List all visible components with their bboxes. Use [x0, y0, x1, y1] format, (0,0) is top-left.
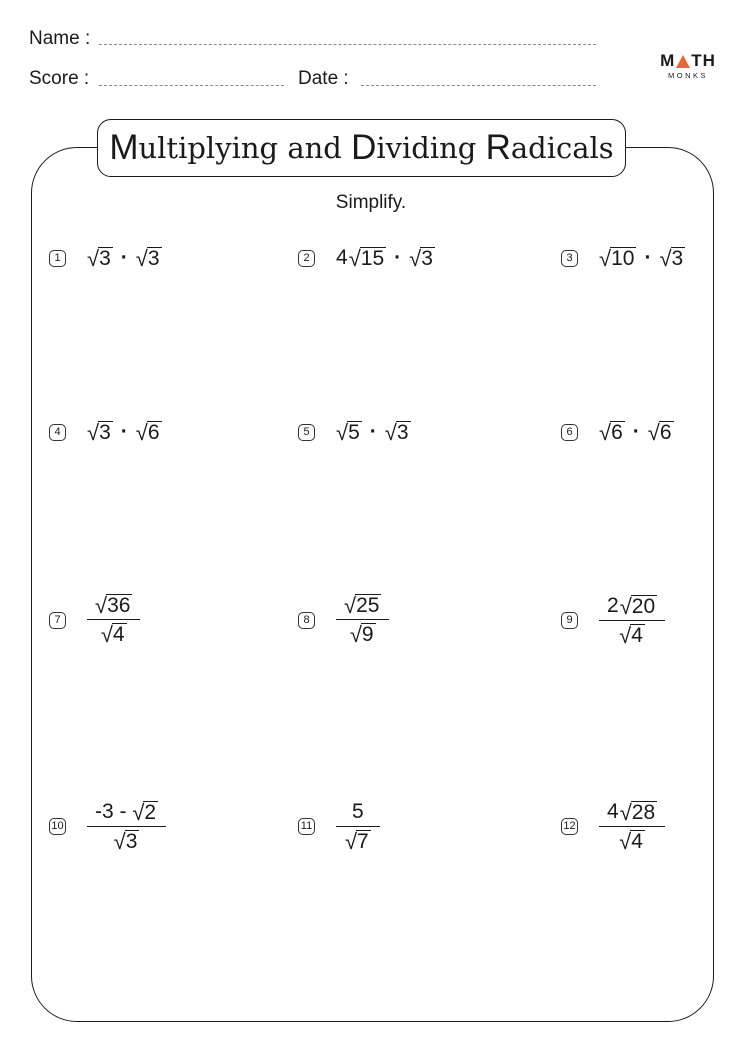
coefficient: 2 [607, 593, 619, 617]
radicand: 7 [357, 829, 369, 853]
radical: √ 3 [87, 419, 111, 445]
problem-11 [298, 799, 380, 854]
radical: √ 4 [100, 622, 125, 647]
radical: √ 36 [95, 593, 131, 618]
radicand: 4 [112, 623, 125, 646]
numerator-text: 5 [352, 799, 364, 823]
radical: √ 5 [336, 419, 360, 445]
radicand: 10 [611, 246, 635, 270]
radical: √ 2 [132, 799, 157, 825]
radicand: 28 [631, 800, 656, 824]
radical: √ 4 [619, 828, 643, 854]
radicand: 6 [147, 420, 160, 444]
radical: √ 3 [409, 245, 433, 271]
radical: √ 7 [344, 828, 369, 854]
radicand: 5 [348, 420, 360, 444]
radicand: 3 [99, 246, 111, 270]
problem-number: 11 [298, 818, 315, 835]
radical: √ 3 [135, 245, 160, 271]
name-label: Name : [29, 28, 91, 49]
problem-number: 3 [561, 250, 578, 267]
problem-4: 4 √ 3 · √ 6 [49, 412, 162, 452]
radicand: 20 [631, 594, 656, 618]
problem-number: 9 [561, 612, 578, 629]
radicand: 3 [671, 246, 684, 270]
fraction [87, 594, 140, 646]
radicand: 9 [361, 623, 374, 646]
title-word: ividing [376, 131, 477, 165]
radicand: 4 [631, 623, 643, 647]
problem-12 [561, 799, 665, 854]
radicand: 6 [611, 420, 623, 444]
radical: √ 25 [344, 593, 380, 618]
fraction [336, 800, 380, 853]
radical: √ 6 [599, 419, 623, 445]
radicand: 3 [421, 246, 433, 270]
problem-3: 3 √ 10 · √ 3 [561, 238, 685, 278]
score-field[interactable] [99, 84, 284, 86]
logo-subtitle: MONKS [667, 71, 708, 80]
radical: √ 9 [349, 622, 374, 647]
name-field[interactable] [99, 43, 596, 45]
problem-6: 6 √ 6 · √ 6 [561, 412, 674, 452]
problem-number: 6 [561, 424, 578, 441]
radical: √ 3 [659, 245, 684, 271]
radicand: 36 [107, 594, 131, 617]
worksheet-frame [31, 147, 714, 1022]
title-word: and [287, 131, 342, 165]
problem-number: 1 [49, 250, 66, 267]
radical: √ 6 [135, 419, 160, 445]
coefficient: 4 [607, 799, 619, 823]
score-label: Score : [29, 68, 90, 89]
radicand: 6 [659, 420, 672, 444]
problem-8 [298, 593, 389, 647]
radicand: 3 [147, 246, 160, 270]
radical: √ 15 [348, 245, 385, 271]
logo-letter-m: M [660, 51, 676, 70]
date-field[interactable] [361, 84, 596, 86]
radical: √ 10 [599, 245, 635, 271]
problem-number: 5 [298, 424, 315, 441]
problem-1: 1 √ 3 · √ 3 [49, 238, 162, 278]
radicand: 3 [125, 829, 138, 853]
problem-number: 7 [49, 612, 66, 629]
problem-5: 5 √ 5 · √ 3 [298, 412, 411, 452]
title-cap: M [109, 128, 139, 167]
radical: √ 3 [87, 245, 111, 271]
logo-letters-th: TH [691, 51, 716, 70]
fraction [87, 800, 166, 853]
problem-number: 8 [298, 612, 315, 629]
problem-2: 2 4 √ 15 · √ 3 [298, 238, 435, 278]
date-label: Date : [298, 68, 349, 89]
radicand: 15 [360, 246, 385, 270]
problem-number: 4 [49, 424, 66, 441]
problem-10 [49, 799, 166, 854]
fraction [599, 594, 665, 647]
radicand: 4 [631, 829, 643, 853]
radical: √ 6 [647, 419, 672, 445]
problem-7 [49, 593, 140, 647]
triangle-icon [676, 55, 690, 68]
problem-9 [561, 593, 665, 648]
fraction [336, 594, 389, 646]
radical: √ 20 [619, 593, 656, 619]
title-word: ultiplying [138, 131, 279, 165]
radicand: 2 [144, 800, 157, 824]
radicand: 25 [356, 594, 380, 617]
title-cap: D [351, 128, 377, 167]
numerator-text: -3 - [95, 799, 127, 823]
title-cap: R [485, 128, 511, 167]
radical: √ 4 [619, 622, 643, 648]
coefficient: 4 [336, 246, 348, 269]
radicand: 3 [99, 420, 111, 444]
worksheet-title [97, 119, 626, 177]
instruction-text: Simplify. [335, 192, 407, 213]
radicand: 3 [396, 420, 409, 444]
problem-number: 2 [298, 250, 315, 267]
problem-number: 10 [49, 818, 66, 835]
radical: √ 3 [384, 419, 409, 445]
fraction [599, 800, 665, 853]
math-monks-logo [648, 52, 728, 81]
title-word: adicals [510, 131, 614, 165]
problem-number: 12 [561, 818, 578, 835]
radical: √ 3 [113, 828, 138, 854]
radical: √ 28 [619, 799, 656, 825]
